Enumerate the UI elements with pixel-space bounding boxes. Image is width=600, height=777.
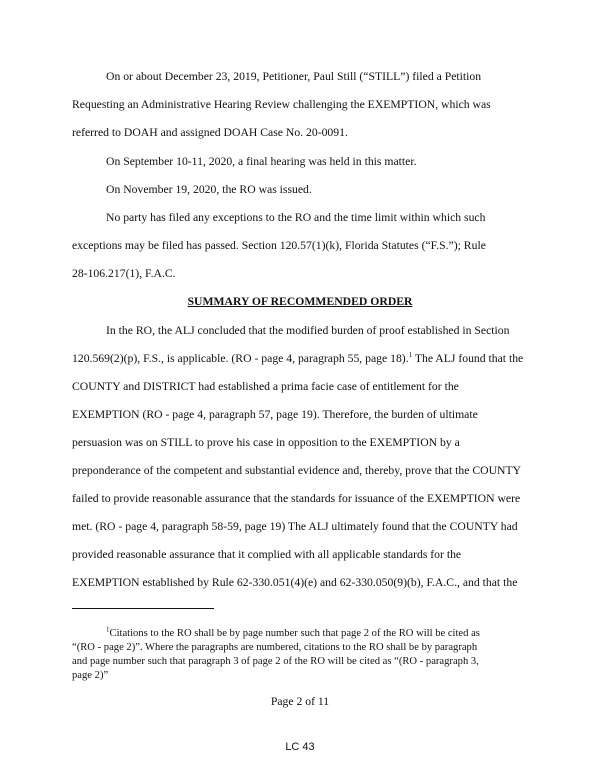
body-line xyxy=(72,352,523,366)
body-line: exceptions may be filed has passed. Section 120.57(1)(k), Florida Statutes (“F.S.”); Rule xyxy=(72,239,486,252)
footnote-line xyxy=(106,627,480,640)
body-text: The ALJ found that the xyxy=(412,352,524,365)
body-text: 120.569(2)(p), F.S., is applicable. (RO - page 4, paragraph 55, page 18). xyxy=(72,352,409,365)
footnote-line: page 2)” xyxy=(72,670,109,681)
body-line: failed to provide reasonable assurance that the standards for issuance of the EXEMPTION were xyxy=(72,492,521,505)
body-line: referred to DOAH and assigned DOAH Case No. 20-0091. xyxy=(72,126,348,139)
footnote-separator xyxy=(72,608,214,609)
body-line: provided reasonable assurance that it complied with all applicable standards for the xyxy=(72,548,462,561)
body-line: EXEMPTION (RO - page 4, paragraph 57, page 19). Therefore, the burden of ultimate xyxy=(72,408,478,421)
body-line: On November 19, 2020, the RO was issued. xyxy=(106,183,312,196)
body-line: met. (RO - page 4, paragraph 58-59, page 19) The ALJ ultimately found that the COUNTY had xyxy=(72,520,518,533)
section-heading: SUMMARY OF RECOMMENDED ORDER xyxy=(187,295,413,308)
footnote-marker: 1 xyxy=(106,625,110,634)
body-line: No party has filed any exceptions to the RO and the time limit within which such xyxy=(106,211,486,224)
footnote-line: and page number such that paragraph 3 of page 2 of the RO will be cited as “(RO - paragraph 3, xyxy=(72,656,479,667)
page-number: Page 2 of 11 xyxy=(270,695,330,708)
body-line: preponderance of the competent and substantial evidence and, thereby, prove that the COUNTY xyxy=(72,464,522,477)
body-line: persuasion was on STILL to prove his case in opposition to the EXEMPTION by a xyxy=(72,436,460,449)
body-line: 28-106.217(1), F.A.C. xyxy=(72,267,176,280)
body-line: Requesting an Administrative Hearing Review challenging the EXEMPTION, which was xyxy=(72,98,491,111)
body-line: On or about December 23, 2019, Petitioner, Paul Still (“STILL”) filed a Petition xyxy=(106,70,482,83)
footnote-text: Citations to the RO shall be by page number such that page 2 of the RO will be cited as xyxy=(109,628,480,639)
body-line: COUNTY and DISTRICT had established a prima facie case of entitlement for the xyxy=(72,380,459,393)
body-line: In the RO, the ALJ concluded that the modified burden of proof established in Section xyxy=(106,324,510,337)
footnote-line: “(RO - page 2)”. Where the paragraphs are numbered, citations to the RO shall be by paragraph xyxy=(72,642,478,653)
bates-stamp: LC 43 xyxy=(285,741,315,753)
body-line: On September 10-11, 2020, a final hearing was held in this matter. xyxy=(106,155,417,168)
body-line: EXEMPTION established by Rule 62-330.051(4)(e) and 62-330.050(9)(b), F.A.C., and that the xyxy=(72,576,518,589)
footnote-reference: 1 xyxy=(408,351,413,360)
